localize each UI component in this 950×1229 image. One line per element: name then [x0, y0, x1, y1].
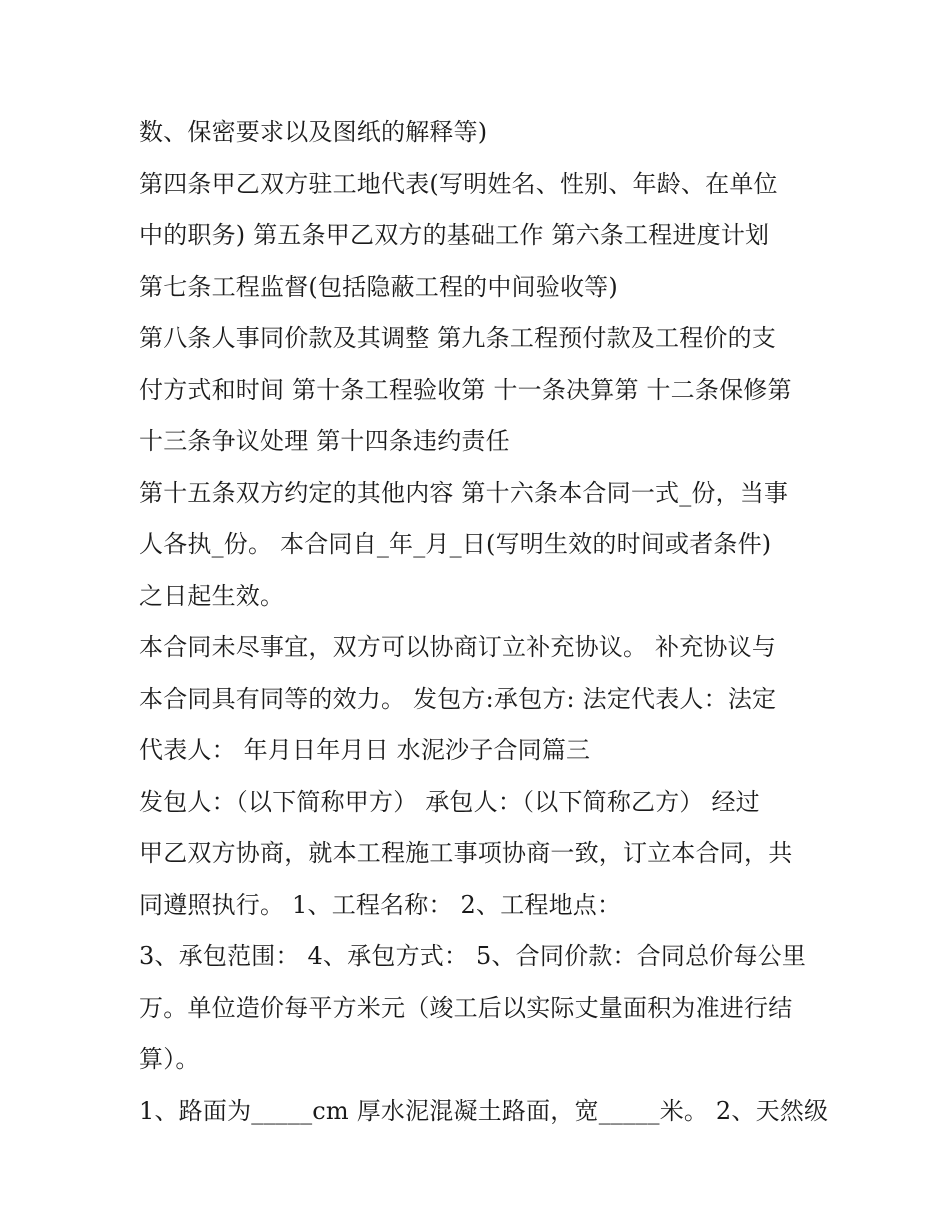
text-line: 之日起生效。 [139, 581, 285, 610]
text-line: 十三条争议处理 第十四条违约责任 [139, 427, 510, 455]
text-line: 中的职务) 第五条甲乙双方的基础工作 第六条工程进度计划 [139, 221, 770, 249]
text-line: 第七条工程监督(包括隐蔽工程的中间验收等) [139, 272, 618, 301]
text-line: 第十五条双方约定的其他内容 第十六条本合同一式_份，当事 [139, 478, 789, 507]
text-line: 甲乙双方协商，就本工程施工事项协商一致，订立本合同，共 [139, 839, 793, 867]
text-line: 第八条人事同价款及其调整 第九条工程预付款及工程价的支 [139, 324, 777, 352]
text-line: 1、路面为_____cm 厚水泥混凝土路面，宽_____米。 2、天然级 [139, 1096, 829, 1125]
text-line: 第四条甲乙双方驻工地代表(写明姓名、性别、年龄、在单位 [139, 169, 778, 198]
text-line: 人各执_份。 本合同自_年_月_日(写明生效的时间或者条件) [139, 530, 772, 558]
text-line: 本合同具有同等的效力。 发包方:承包方: 法定代表人：法定 [139, 684, 777, 713]
document-body [139, 107, 829, 1137]
text-line: 发包人：（以下简称甲方） 承包人：（以下简称乙方） 经过 [139, 787, 760, 816]
text-line: 付方式和时间 第十条工程验收第 十一条决算第 十二条保修第 [139, 375, 792, 404]
text-line: 数、保密要求以及图纸的解释等) [139, 118, 488, 146]
text-line: 同遵照执行。 1、工程名称： 2、工程地点： [139, 890, 622, 919]
text-line: 算）。 [139, 1045, 200, 1073]
text-line: 代表人： 年月日年月日 水泥沙子合同篇三 [139, 736, 591, 764]
text-line: 万。单位造价每平方米元（竣工后以实际丈量面积为准进行结 [139, 993, 793, 1022]
text-line: 3、承包范围： 4、承包方式： 5、合同价款：合同总价每公里 [139, 942, 807, 970]
text-line: 本合同未尽事宜，双方可以协商订立补充协议。 补充协议与 [139, 633, 777, 661]
